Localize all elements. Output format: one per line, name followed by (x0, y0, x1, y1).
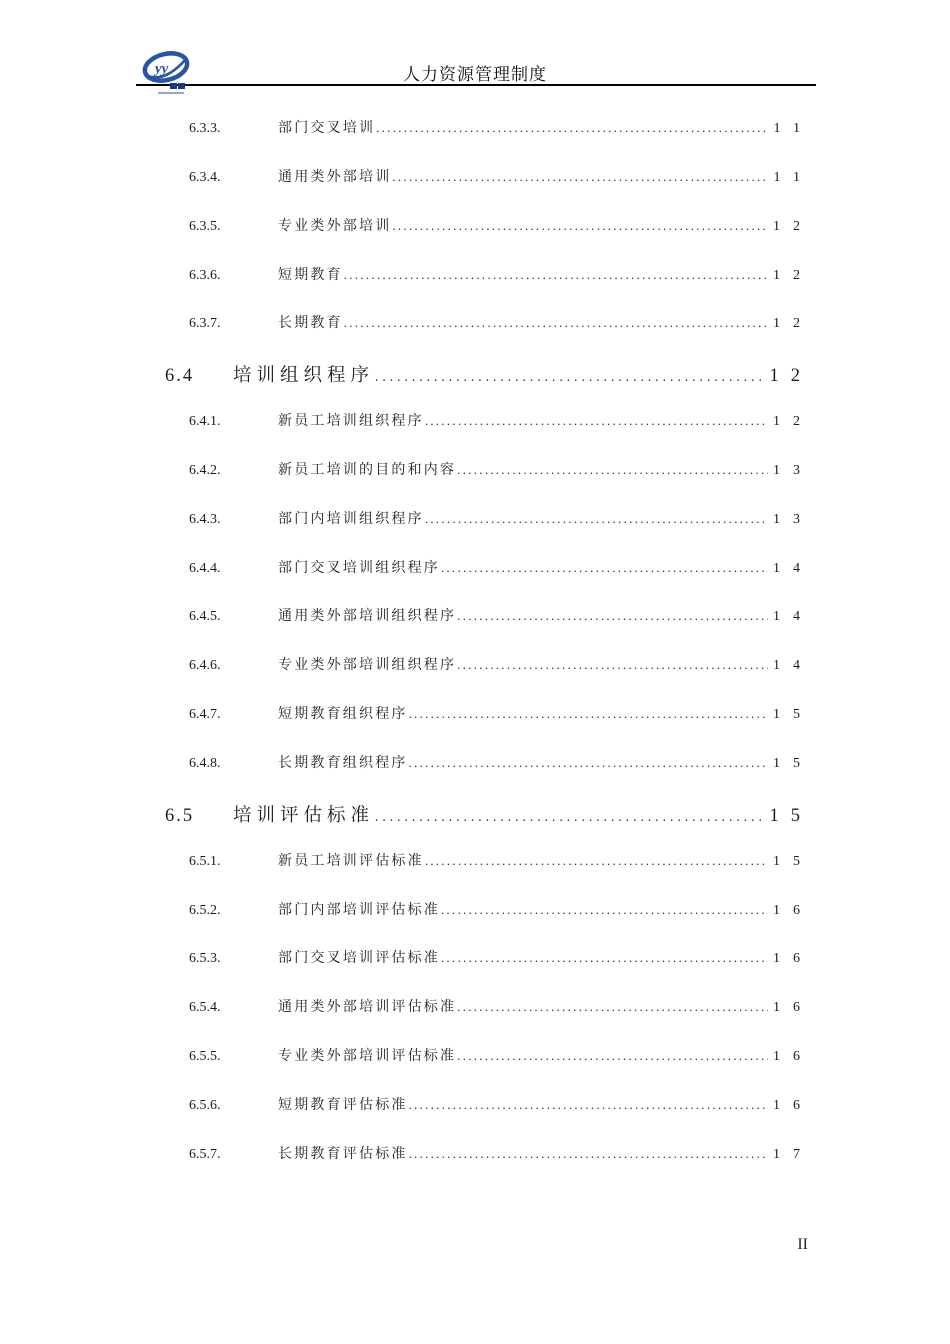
toc-entry-number: 6.4.2. (189, 462, 221, 478)
toc-entry-number: 6.4.3. (189, 511, 221, 527)
toc-entry-page: 15 (769, 805, 812, 826)
toc-entry-number: 6.4.8. (189, 755, 221, 771)
toc-heading-row (136, 364, 812, 413)
toc-entry-title: 新员工培训评估标准 (278, 853, 424, 869)
toc-entry-page: 13 (773, 462, 813, 478)
toc-entry-number: 6.3.5. (189, 218, 221, 234)
toc-leader-dots (425, 511, 768, 530)
toc-entry-number: 6.4.6. (189, 658, 221, 674)
toc-entry-title: 培训组织程序 (233, 366, 375, 387)
toc-entry-title: 部门内培训组织程序 (278, 511, 424, 527)
toc (136, 120, 813, 1195)
toc-leader-dots (375, 364, 764, 389)
toc-entry-title: 新员工培训的目的和内容 (278, 462, 457, 478)
toc-row (136, 999, 813, 1048)
toc-entry-title: 专业类外部培训评估标准 (278, 1049, 457, 1065)
toc-leader-dots (457, 608, 768, 627)
header-rule (136, 84, 816, 86)
toc-leader-dots (409, 755, 768, 774)
toc-leader-dots (457, 657, 768, 676)
toc-row (136, 169, 813, 218)
toc-entry-page: 14 (773, 609, 813, 625)
toc-entry-page: 16 (773, 902, 813, 918)
toc-row (136, 657, 813, 706)
toc-leader-dots (376, 120, 768, 139)
toc-entry-number: 6.4.7. (189, 707, 221, 723)
toc-entry-page: 14 (773, 560, 813, 576)
toc-entry-page: 12 (769, 366, 812, 387)
toc-leader-dots (457, 1048, 768, 1067)
toc-entry-page: 12 (773, 316, 813, 332)
toc-row (136, 218, 813, 267)
toc-entry-title: 短期教育 (278, 267, 343, 283)
toc-entry-number: 6.4.4. (189, 560, 221, 576)
toc-entry-page: 13 (773, 511, 813, 527)
logo-caption (158, 83, 185, 94)
toc-entry-page: 12 (773, 218, 813, 234)
toc-leader-dots (344, 267, 768, 286)
toc-entry-page: 16 (773, 1097, 813, 1113)
toc-entry-title: 部门内部培训评估标准 (278, 902, 440, 918)
toc-leader-dots (441, 950, 768, 969)
toc-entry-title: 部门交叉培训组织程序 (278, 560, 440, 576)
toc-entry-number: 6.4 (165, 366, 195, 387)
toc-entry-title: 通用类外部培训组织程序 (278, 609, 457, 625)
toc-entry-page: 16 (773, 951, 813, 967)
toc-row (136, 120, 813, 169)
toc-entry-number: 6.5.7. (189, 1146, 221, 1162)
toc-entry-number: 6.5.1. (189, 853, 221, 869)
toc-entry-number: 6.5 (165, 805, 195, 826)
toc-entry-title: 短期教育评估标准 (278, 1097, 408, 1113)
toc-leader-dots (425, 413, 768, 432)
toc-entry-page: 14 (773, 658, 813, 674)
toc-row (136, 902, 813, 951)
toc-row (136, 755, 813, 804)
logo-monogram-text: yy (155, 61, 169, 77)
toc-heading-row (136, 804, 812, 853)
toc-entry-title: 通用类外部培训 (278, 169, 392, 185)
toc-leader-dots (375, 804, 764, 829)
toc-entry-number: 6.5.2. (189, 902, 221, 918)
toc-entry-title: 专业类外部培训 (278, 218, 392, 234)
toc-leader-dots (425, 853, 768, 872)
toc-row (136, 1048, 813, 1097)
toc-entry-page: 15 (773, 707, 813, 723)
toc-entry-number: 6.5.3. (189, 951, 221, 967)
toc-leader-dots (409, 1097, 768, 1116)
page-number: II (797, 1236, 808, 1253)
toc-entry-title: 长期教育评估标准 (278, 1146, 408, 1162)
toc-entry-number: 6.4.5. (189, 609, 221, 625)
toc-leader-dots (409, 706, 768, 725)
toc-row (136, 706, 813, 755)
toc-row (136, 608, 813, 657)
toc-entry-title: 部门交叉培训评估标准 (278, 951, 440, 967)
toc-entry-number: 6.3.6. (189, 267, 221, 283)
toc-entry-page: 15 (773, 755, 813, 771)
toc-row (136, 413, 813, 462)
toc-entry-page: 11 (773, 121, 813, 136)
toc-row (136, 511, 813, 560)
toc-leader-dots (441, 902, 768, 921)
toc-entry-number: 6.3.4. (189, 169, 221, 185)
toc-leader-dots (457, 999, 768, 1018)
toc-entry-title: 专业类外部培训组织程序 (278, 658, 457, 674)
company-logo (142, 51, 196, 97)
toc-row (136, 315, 813, 364)
toc-entry-number: 6.3.7. (189, 316, 221, 332)
toc-entry-number: 6.4.1. (189, 414, 221, 430)
toc-entry-title: 短期教育组织程序 (278, 707, 408, 723)
toc-entry-title: 通用类外部培训评估标准 (278, 1000, 457, 1016)
toc-entry-number: 6.5.4. (189, 1000, 221, 1016)
toc-leader-dots (392, 218, 768, 237)
toc-row (136, 853, 813, 902)
company-logo-graphic (142, 51, 196, 97)
toc-row (136, 560, 813, 609)
toc-entry-number: 6.3.3. (189, 121, 221, 136)
toc-entry-page: 12 (773, 267, 813, 283)
toc-entry-title: 长期教育 (278, 316, 343, 332)
toc-entry-page: 17 (773, 1146, 813, 1162)
toc-entry-title: 部门交叉培训 (278, 121, 376, 136)
toc-row (136, 1146, 813, 1195)
toc-entry-page: 12 (773, 414, 813, 430)
toc-entry-title: 长期教育组织程序 (278, 755, 408, 771)
toc-entry-title: 新员工培训组织程序 (278, 414, 424, 430)
toc-row (136, 1097, 813, 1146)
toc-entry-page: 16 (773, 1000, 813, 1016)
toc-row (136, 462, 813, 511)
toc-leader-dots (392, 169, 768, 188)
header-title: 人力资源管理制度 (403, 65, 547, 84)
toc-leader-dots (409, 1146, 768, 1165)
toc-leader-dots (457, 462, 768, 481)
toc-leader-dots (441, 560, 768, 579)
toc-row (136, 950, 813, 999)
toc-entry-page: 16 (773, 1049, 813, 1065)
toc-entry-page: 15 (773, 853, 813, 869)
toc-row (136, 267, 813, 316)
toc-entry-title: 培训评估标准 (233, 805, 375, 826)
toc-entry-number: 6.5.5. (189, 1049, 221, 1065)
toc-entry-number: 6.5.6. (189, 1097, 221, 1113)
toc-entry-page: 11 (773, 169, 813, 185)
toc-leader-dots (344, 315, 768, 334)
